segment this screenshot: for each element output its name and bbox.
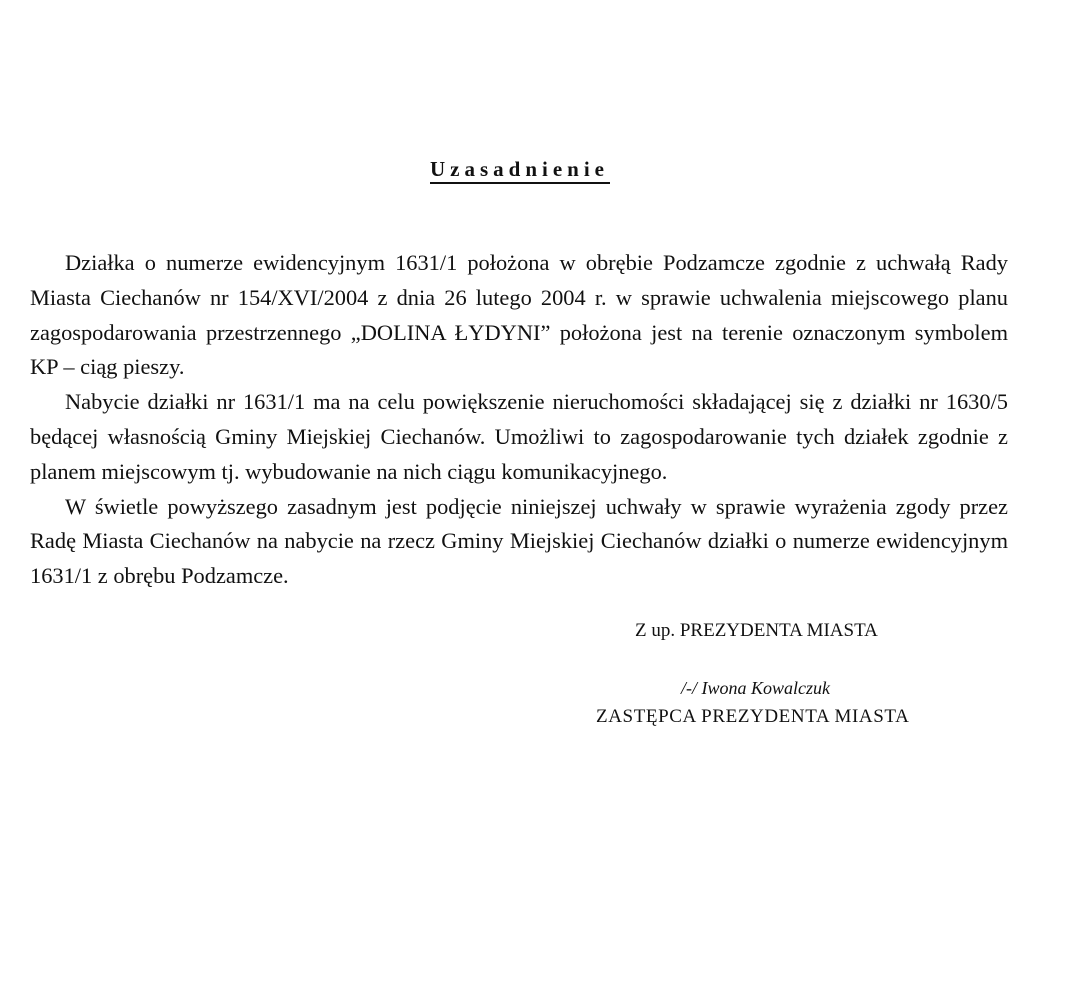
paragraph-2: Nabycie działki nr 1631/1 ma na celu powiększenie nieruchomości składającej się z działki nr 1630/5 będącej własnością Gminy Miejskiej Ciechanów. Umożliwi to zagospodarowanie tych działek zgodnie z planem miejscowym tj. wybudowanie na nich ciągu komunikacyjnego.: [30, 389, 1008, 484]
document-title-text: Uzasadnienie: [430, 157, 610, 184]
document-body: [30, 246, 1008, 594]
signature-on-behalf: Z up. PREZYDENTA MIASTA: [635, 620, 878, 641]
paragraph-3: W świetle powyższego zasadnym jest podjęcie niniejszej uchwały w sprawie wyrażenia zgody przez Radę Miasta Ciechanów na nabycie na rzecz Gminy Miejskiej Ciechanów działki o numerze ewidencyjnym 1631/1 z obrębu Podzamcze.: [30, 493, 1008, 589]
signature-name: /-/ Iwona Kowalczuk: [681, 678, 830, 698]
paragraph-1: Działka o numerze ewidencyjnym 1631/1 położona w obrębie Podzamcze zgodnie z uchwałą Rady Miasta Ciechanów nr 154/XVI/2004 z dnia 26 lutego 2004 r. w sprawie uchwalenia miejscowego planu zagospodarowania przestrzennego „DOLINA ŁYDYNI” położona jest na terenie oznaczonym symbolem KP – ciąg pieszy.: [30, 250, 1008, 380]
document-title: [0, 155, 1040, 184]
signature-position: ZASTĘPCA PREZYDENTA MIASTA: [596, 706, 910, 727]
